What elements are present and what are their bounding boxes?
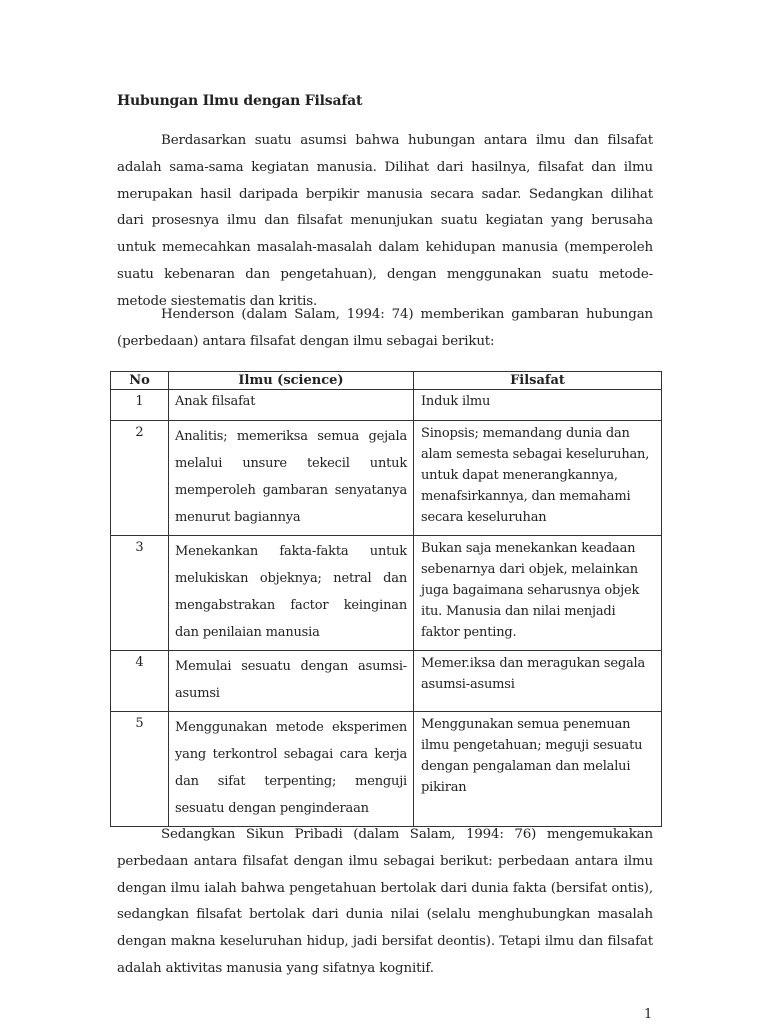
cell-no: 3 [111, 536, 169, 651]
paragraph-henderson: Henderson (dalam Salam, 1994: 74) memberikan gambaran hubungan (perbedaan) antara filsafat dengan ilmu sebagai berikut: [117, 307, 653, 349]
table-row [111, 536, 662, 651]
header-filsafat: Filsafat [414, 372, 662, 390]
table-row [111, 712, 662, 827]
cell-ilmu: Menggunakan metode eksperimen yang terkontrol sebagai cara kerja dan sifat terpenting; menguji sesuatu dengan penginderaan [169, 712, 414, 827]
header-no: No [111, 372, 169, 390]
table-row [111, 651, 662, 712]
cell-ilmu: Analitis; memeriksa semua gejala melalui unsure tekecil untuk memperoleh gambaran senyatanya menurut bagiannya [169, 421, 414, 536]
cell-no: 1 [111, 390, 169, 421]
cell-ilmu: Menekankan fakta-fakta untuk melukiskan objeknya; netral dan mengabstrakan factor keinginan dan penilaian manusia [169, 536, 414, 651]
table-row [111, 390, 662, 421]
cell-filsafat: Memer.iksa dan meragukan segala asumsi-asumsi [414, 651, 662, 712]
paragraph-intro: Berdasarkan suatu asumsi bahwa hubungan antara ilmu dan filsafat adalah sama-sama kegiatan manusia. Dilihat dari hasilnya, filsafat dan ilmu merupakan hasil daripada berpikir manusia secara sadar. Sedangkan dilihat dari prosesnya ilmu dan filsafat menunjukan suatu kegiatan yang berusaha untuk memecahkan masalah-masalah dalam kehidupan manusia (memperoleh suatu kebenaran dan pengetahuan), dengan menggunakan suatu metode-metode siestematis dan kritis. [117, 133, 653, 309]
cell-filsafat: Induk ilmu [414, 390, 662, 421]
cell-ilmu: Anak filsafat [169, 390, 414, 421]
cell-filsafat: Bukan saja menekankan keadaan sebenarnya dari objek, melainkan juga bagaimana seharusnya objek itu. Manusia dan nilai menjadi faktor penting. [414, 536, 662, 651]
document-heading: Hubungan Ilmu dengan Filsafat [117, 93, 363, 109]
page-number: 1 [644, 1007, 653, 1022]
cell-ilmu: Memulai sesuatu dengan asumsi-asumsi [169, 651, 414, 712]
paragraph-sikun-pribadi: Sedangkan Sikun Pribadi (dalam Salam, 1994: 76) mengemukakan perbedaan antara filsafat dengan ilmu sebagai berikut: perbedaan antara ilmu dengan ilmu ialah bahwa pengetahuan bertolak dari dunia fakta (bersifat ontis), sedangkan filsafat bertolak dari dunia nilai (selalu menghubungkan masalah dengan makna keseluruhan hidup, jadi bersifat deontis). Tetapi ilmu dan filsafat adalah aktivitas manusia yang sifatnya kognitif. [117, 827, 653, 976]
cell-no: 5 [111, 712, 169, 827]
table-header-row [111, 372, 662, 390]
cell-no: 4 [111, 651, 169, 712]
cell-no: 2 [111, 421, 169, 536]
cell-filsafat: Sinopsis; memandang dunia dan alam semesta sebagai keseluruhan, untuk dapat menerangkannya, menafsirkannya, dan memahami secara keseluruhan [414, 421, 662, 536]
header-ilmu: Ilmu (science) [169, 372, 414, 390]
table-row [111, 421, 662, 536]
comparison-table [110, 371, 662, 827]
cell-filsafat: Menggunakan semua penemuan ilmu pengetahuan; meguji sesuatu dengan pengalaman dan melalui pikiran [414, 712, 662, 827]
